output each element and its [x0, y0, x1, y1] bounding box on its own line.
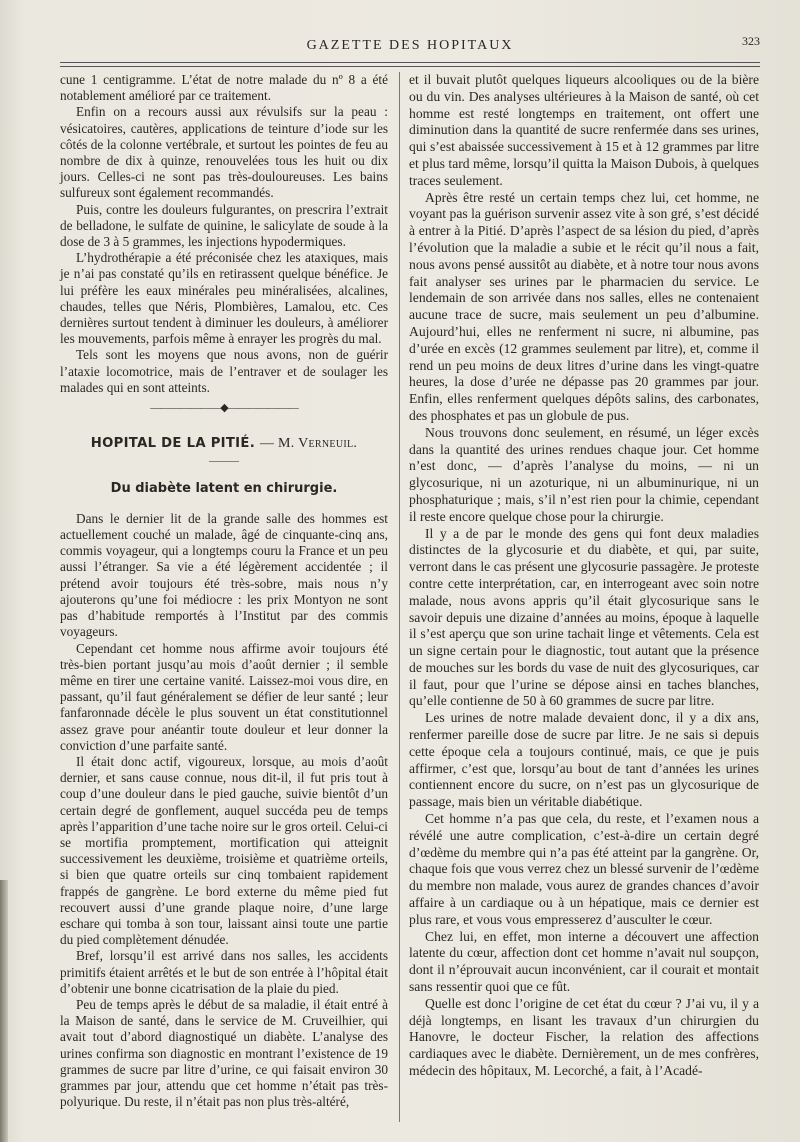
binding-edge — [0, 880, 8, 1142]
left-column — [60, 72, 388, 1110]
paragraph: Peu de temps après le début de sa maladie, il était entré à la Maison de santé, dans le service de M. Cruveilhier, qui avait tout d’abord diagnostiqué un diabète. L’analyse des urines confirma son diagnostic en montrant l’existence de 19 grammes de sucre par litre d’urine, ce qui faisait environ 30 grammes par jour, attendu que cet homme n’était pas très-polyurique. Du reste, il n’était pas non plus très-altéré, — [60, 996, 388, 1110]
hospital-name: HOPITAL DE LA PITIÉ. — [90, 436, 256, 452]
paragraph: Après être resté un certain temps chez lui, cet homme, ne voyant pas la guérison survenir assez vite à son gré, s’est décidé à entrer à la Pitié. D’après l’aspect de sa lésion du pied, d’après l’évolution que la maladie a subie et le récit qu’il nous a fait, nous avons pensé aussitôt au diabète, et à notre tour nous avons fait analyser ses urines par le pharmacien du service. Le lendemain de son arrivée dans nos salles, elles ne contenaient aucune trace de sucre, mais seulement un peu d’albumine. Aujourd’hui, elles ne renferment ni sucre, ni albumine, pas d’urée en excès (12 grammes seulement par litre), et, comme il rend un peu moins de deux litres d’urine dans les vingt-quatre heures, la dose d’urée ne dépasse pas 20 grammes par jour. Enfin, elles renferment quelques dépôts salins, des carbonates, des phosphates et pas un globule de pus. — [409, 189, 759, 423]
short-rule: ——— — [209, 456, 239, 468]
paragraph: Il y a de par le monde des gens qui font deux maladies distinctes de la glycosurie et du diabète, et qui, par suite, verront dans le cas présent une glycosurie passagère. Je proteste contre cette interprétation, car, en interrogeant avec soin notre malade, nous avons appris qu’il était glycosurique sans le savoir depuis une dizaine d’années au moins, époque à laquelle il s’est aperçu que son urine tachait linge et vêtements. Cela est un signe certain pour le diagnostic, tout autant que la présence de mouches sur les bords du vase de nuit des glycosuriques, car il faut, pour que l’urine se dépose ainsi en taches blanches, qu’elle contienne de 50 à 60 grammes de sucre par litre. — [409, 525, 759, 709]
right-column — [409, 72, 759, 1080]
page-header — [60, 34, 760, 60]
paragraph: Bref, lorsqu’il est arrivé dans nos salles, les accidents primitifs étaient arrêtés et le but de son entrée à l’hôpital était d’obtenir une bonne cicatrisation de la plaie du pied. — [60, 948, 388, 996]
paragraph: Les urines de notre malade devaient donc, il y a dix ans, renfermer pareille dose de sucre par litre. Je ne sais si depuis cette époque cela a toujours continué, mais, ce que je puis affirmer, c’est que, lorsqu’au bout de tant d’années les urines contiennent encore du sucre, on n’est pas un glycosurique de passage, mais bien un véritable diabétique. — [409, 710, 759, 810]
paragraph: Il était donc actif, vigoureux, lorsque, au mois d’août dernier, et sans cause connue, nous dit-il, il fut pris tout à coup d’une douleur dans le pied gauche, suivie bientôt d’un certain degré de gonflement, auquel succéda peu de temps après l’apparition d’une tache noire sur le gros orteil. Celui-ci se mortifia promptement, mortification qui atteignit successivement les deuxième, troisième et quatrième orteils, si bien que quatre orteils sur cinq tombaient rapidement frappés de gangrène. Le bord externe du même pied fut recouvert aussi d’une grande plaque noire, d’une large eschare qui tomba à son tour, laissant ainsi toute une partie du pied complètement dénudée. — [60, 753, 388, 948]
section-heading — [60, 436, 388, 452]
column-divider — [399, 72, 400, 1122]
paragraph: Cependant cet homme nous affirme avoir toujours été très-bien portant jusqu’au mois d’août dernier ; il semble même en tirer une certaine vanité. Laissez-moi vous dire, en passant, qu’il faut généralement se défier de leur santé ; leur fanfaronnade décèle le plus souvent un état constitutionnel assez grave pour anéantir toute douleur et leur donner la conviction d’une parfaite santé. — [60, 640, 388, 753]
paragraph: Puis, contre les douleurs fulgurantes, on prescrira l’extrait de belladone, le sulfate de quinine, le salicylate de soude à la dose de 3 à 5 grammes, les injections hypodermiques. — [60, 201, 388, 250]
journal-title: GAZETTE DES HOPITAUX — [306, 38, 514, 53]
paragraph: cune 1 centigramme. L’état de notre malade du nº 8 a été notablement amélioré par ce traitement. — [60, 72, 388, 104]
paragraph: Quelle est donc l’origine de cet état du cœur ? J’ai vu, il y a déjà longtemps, en lisant les travaux d’un chirurgien du Hanovre, le docteur Fischer, la relation des affections cardiaques avec le diabète. Dernièrement, un de mes confrères, médecin des hôpitaux, M. Lecorché, a fait, à l’Acadé- — [409, 995, 759, 1079]
header-rule-bottom — [60, 66, 760, 67]
paragraph: Chez lui, en effet, mon interne a découvert une affection latente du cœur, affection dont cet homme n’avait nul soupçon, dont il n’éprouvait aucun inconvénient, car il courait et montait sans ressentir quoi que ce fût. — [409, 928, 759, 995]
paragraph: Enfin on a recours aussi aux révulsifs sur la peau : vésicatoires, cautères, applications de teinture d’iode sur les côtés de la colonne vertébrale, et surtout les pointes de feu au nombre de dix à quinze, renouvelées tous les huit ou dix jours. Celles-ci ne sont pas très-douloureuses. Les bains sulfureux sont également recommandés. — [60, 104, 388, 201]
page-number: 323 — [742, 34, 760, 48]
author-name: — M. Verneuil. — [259, 436, 358, 452]
paragraph: Nous trouvons donc seulement, en résumé, un léger excès dans la quantité des urines rendues chaque jour. Cet homme n’est donc, — d’après l’analyse du moins, — ni un glycosurique, ni un azoturique, ni un albuminurique, ni un phosphaturique ; mais, s’il n’est rien pour la chimie, cependant il reste encore quelque chose pour la chirurgie. — [409, 424, 759, 524]
paragraph: Dans le dernier lit de la grande salle des hommes est actuellement couché un malade, âgé de cinquante-cinq ans, commis voyageur, qui a longtemps couru la France et un peu aussi l’étranger. Sa vie a été légèrement accidentée ; il prétend avoir toujours été très-sobre, mais nous n’y ajouterons qu’une foi médiocre : les prix Montyon ne sont pas d’habitude remportés à l’Institut par des commis voyageurs. — [60, 510, 388, 640]
paragraph: L’hydrothérapie a été préconisée chez les ataxiques, mais je n’ai pas constaté qu’ils en retirassent quelque bénéfice. Je lui préfère les eaux minérales peu minéralisées, alcalines, chaudes, telles que Néris, Plombières, Lamalou, etc. Ces dernières surtout tendent à diminuer les douleurs, à améliorer les mouvements, parfois même à enrayer les progrès du mal. — [60, 250, 388, 347]
paragraph: et il buvait plutôt quelques liqueurs alcooliques ou de la bière ou du vin. Des analyses ultérieures à la Maison de santé, où cet homme est resté longtemps en traitement, ont offert une diminution dans la quantité de sucre renfermée dans ses urines, qui s’est abaissée successivement à 15 et à 12 grammes par litre et plus tard même, lorsqu’il quitta la Maison Dubois, à quelques traces seulement. — [409, 72, 759, 188]
paragraph: Cet homme n’a pas que cela, du reste, et l’examen nous a révélé une autre complication, c’est-à-dire un certain degré d’œdème du membre qui n’a pas été atteint par la gangrène. Or, chaque fois que vous verrez chez un blessé survenir de l’œdème du membre non malade, vous aurez de grandes chances d’avoir affaire à un cardiaque ou à un hépatique, mais ce dernier est plus rare, et vous vous empresserez d’ausculter le cœur. — [409, 811, 759, 927]
header-rule-top — [60, 62, 760, 63]
article-subtitle: Du diabète latent en chirurgie. — [110, 480, 338, 496]
article-separator: ———————◆——————— — [150, 402, 298, 415]
paragraph: Tels sont les moyens que nous avons, non de guérir l’ataxie locomotrice, mais de l’entraver et de soulager les malades qui en sont atteints. — [60, 347, 388, 395]
